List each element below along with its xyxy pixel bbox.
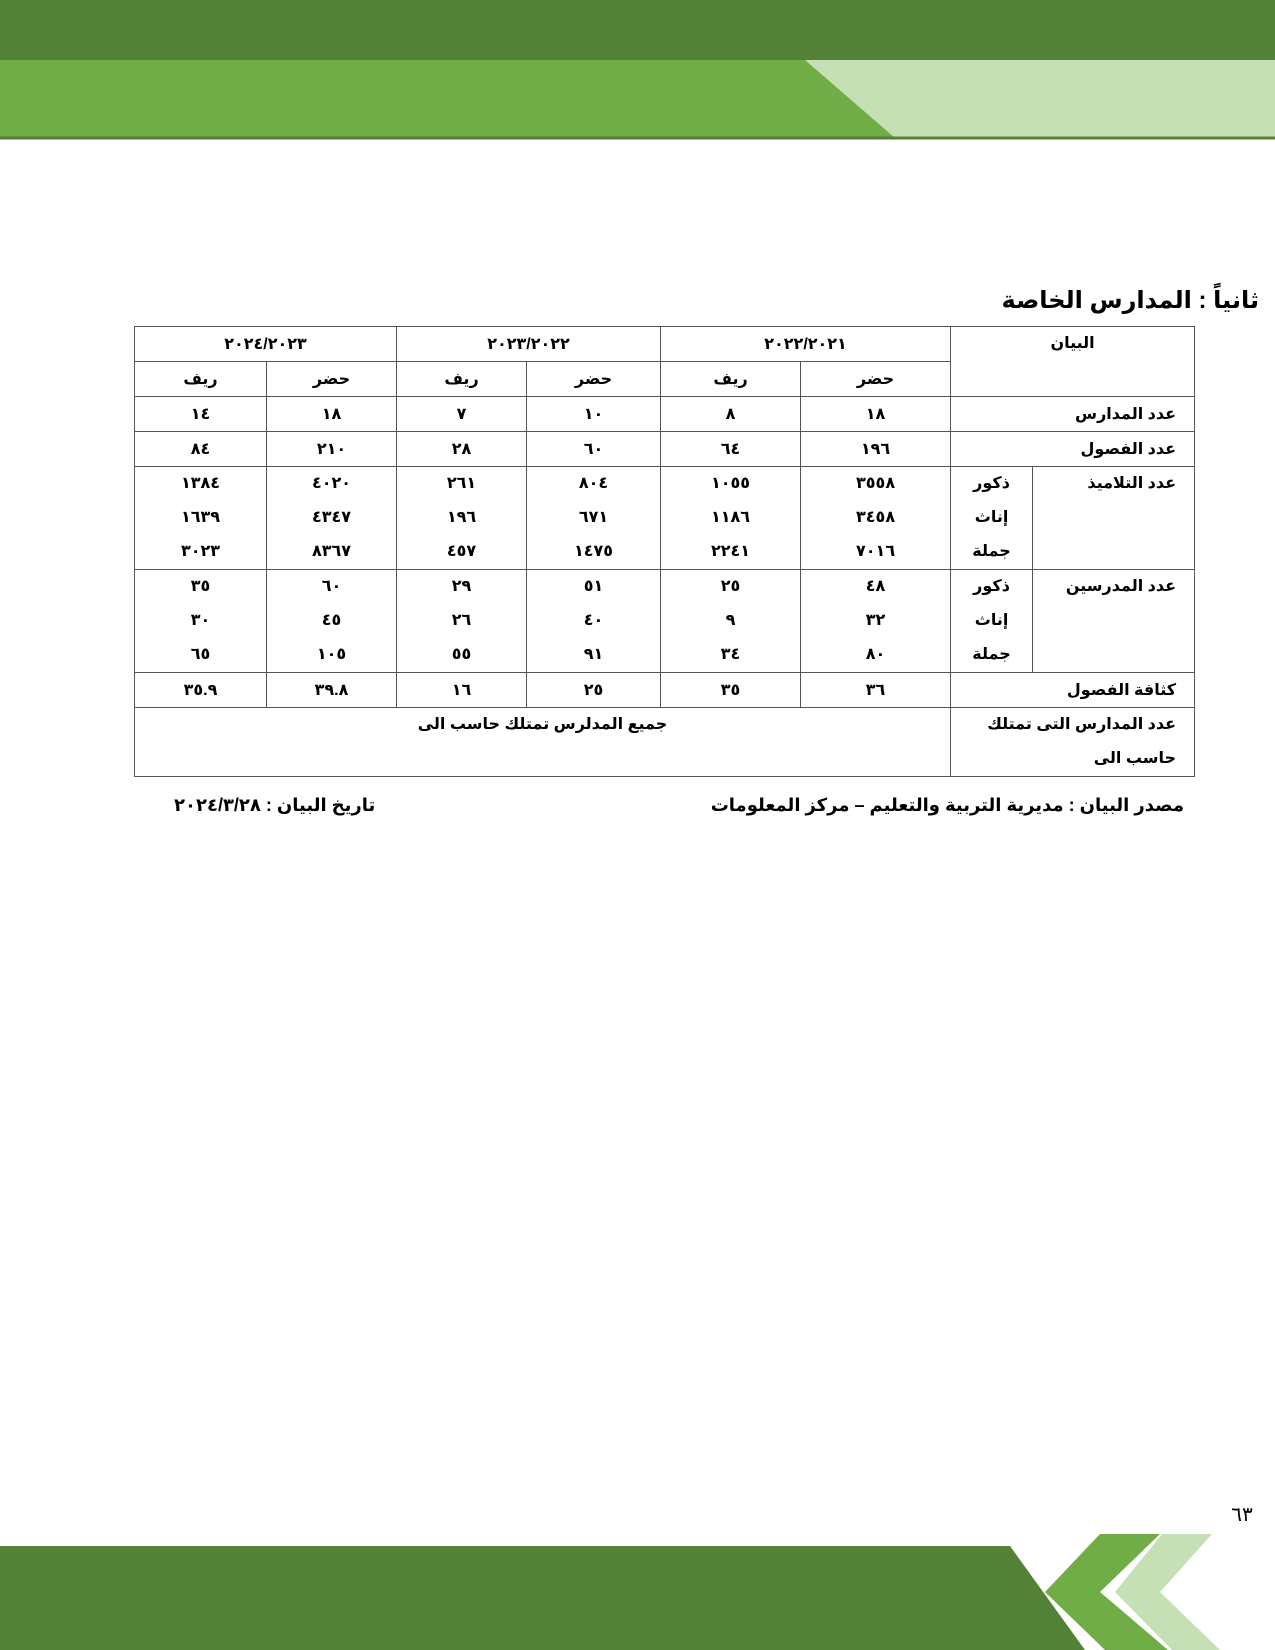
value-line: ٧٠١٦ — [856, 543, 896, 560]
gender-label-male: ذكور — [973, 578, 1010, 595]
value-line: ٦٠ — [321, 578, 342, 595]
table-row — [135, 570, 1195, 673]
value-line: ٢٦ — [451, 612, 472, 629]
value-line: ٣٤ — [720, 646, 741, 663]
row-label-schools: عدد المدارس — [951, 397, 1195, 432]
table-cell: ٧ — [397, 397, 527, 432]
value-line: ٩١ — [583, 646, 604, 663]
table-cell — [661, 570, 801, 673]
table-row — [135, 708, 1195, 777]
sub-header-urban: حضر — [801, 362, 951, 397]
value-line: ٢٥ — [720, 578, 741, 595]
year-header-2022: ٢٠٢٣/٢٠٢٢ — [397, 327, 661, 362]
sub-header-urban: حضر — [527, 362, 661, 397]
table-cell — [135, 467, 267, 570]
table-cell: ١٨ — [801, 397, 951, 432]
source-note: مصدر البيان : مديرية التربية والتعليم – مركز المعلومات — [710, 795, 1184, 815]
year-header-2021: ٢٠٢٢/٢٠٢١ — [661, 327, 951, 362]
gender-labels — [951, 467, 1033, 570]
value-line: ١٤٧٥ — [574, 543, 614, 560]
value-line: ٢٢٤١ — [711, 543, 751, 560]
sub-header-rural: ريف — [135, 362, 267, 397]
value-line: ٤٥ — [321, 612, 342, 629]
table-cell: ١٠ — [527, 397, 661, 432]
gender-label-male: ذكور — [973, 475, 1010, 492]
value-line: ٥٥ — [451, 646, 472, 663]
value-line: ٦٥ — [190, 646, 211, 663]
value-line: ٤٨ — [865, 578, 886, 595]
table-cell — [267, 570, 397, 673]
value-line: ٨٣٦٧ — [311, 543, 352, 560]
table-cell: ٦٤ — [661, 432, 801, 467]
table-cell: ٨ — [661, 397, 801, 432]
table-cell: ٣٥.٩ — [135, 673, 267, 708]
table-cell — [397, 467, 527, 570]
value-line: ٣٥٥٨ — [856, 475, 896, 492]
table-cell: ٢١٠ — [267, 432, 397, 467]
value-line: ٣٥ — [190, 578, 211, 595]
table-cell: ٦٠ — [527, 432, 661, 467]
value-line: ٨٠ — [865, 646, 886, 663]
value-line: ٤٠٢٠ — [311, 475, 352, 492]
year-header-2023: ٢٠٢٤/٢٠٢٣ — [135, 327, 397, 362]
value-line: ٢٩ — [451, 578, 472, 595]
gender-labels — [951, 570, 1033, 673]
row-label-students: عدد التلاميذ — [1033, 467, 1195, 570]
value-line: ١٦٣٩ — [180, 509, 221, 526]
page-number: ٦٣ — [1231, 1504, 1253, 1526]
table-cell: ٢٨ — [397, 432, 527, 467]
table-row — [135, 397, 1195, 432]
value-line: ١٠٥٥ — [711, 475, 751, 492]
value-line: ٣٠٢٣ — [180, 543, 221, 560]
date-note: تاريخ البيان : ٢٠٢٤/٣/٢٨ — [174, 795, 376, 815]
sub-header-urban: حضر — [267, 362, 397, 397]
value-line: ٣٠ — [190, 612, 211, 629]
table-cell: ٢٥ — [527, 673, 661, 708]
value-line: ٨٠٤ — [578, 475, 609, 492]
table-cell — [397, 570, 527, 673]
value-line: ٢٦١ — [446, 475, 477, 492]
top-banner — [0, 0, 1275, 140]
table-cell — [267, 467, 397, 570]
table-cell: ١٤ — [135, 397, 267, 432]
sub-header-rural: ريف — [661, 362, 801, 397]
table-cell: ١٦ — [397, 673, 527, 708]
row-label-teachers: عدد المدرسين — [1033, 570, 1195, 673]
bottom-banner — [0, 1530, 1275, 1650]
value-line: ٣٤٥٨ — [856, 509, 896, 526]
row-label-computers: عدد المدارس التى تمتلك حاسب الى — [951, 708, 1195, 777]
row-label-classes: عدد الفصول — [951, 432, 1195, 467]
value-line: ٦٧١ — [578, 509, 609, 526]
table-cell — [801, 467, 951, 570]
table-cell — [527, 570, 661, 673]
value-line: ٤٥٧ — [446, 543, 477, 560]
value-line: ٣٢ — [865, 612, 886, 629]
value-line: ٩ — [725, 612, 736, 629]
table-row — [135, 432, 1195, 467]
table-cell — [801, 570, 951, 673]
computers-value: جميع المدلرس تمتلك حاسب الى — [135, 708, 951, 777]
private-schools-table — [134, 326, 1195, 777]
table-row — [135, 467, 1195, 570]
gender-label-total: جملة — [972, 646, 1011, 663]
gender-label-total: جملة — [972, 543, 1011, 560]
table-cell: ١٨ — [267, 397, 397, 432]
table-cell — [135, 570, 267, 673]
table-cell: ٨٤ — [135, 432, 267, 467]
value-line: ٤٠ — [583, 612, 604, 629]
table-cell: ٣٥ — [661, 673, 801, 708]
value-line: ٤٣٤٧ — [311, 509, 352, 526]
sub-header-rural: ريف — [397, 362, 527, 397]
value-line: ١٣٨٤ — [180, 475, 221, 492]
gender-label-female: إناث — [974, 509, 1009, 526]
row-label-density: كثافة الفصول — [951, 673, 1195, 708]
section-title: ثانياً : المدارس الخاصة — [1001, 287, 1259, 314]
value-line: ١١٨٦ — [711, 509, 751, 526]
table-cell — [527, 467, 661, 570]
table-cell: ٣٩.٨ — [267, 673, 397, 708]
value-line: ١٩٦ — [446, 509, 477, 526]
table-cell: ٣٦ — [801, 673, 951, 708]
value-line: ١٠٥ — [316, 646, 347, 663]
value-line: ٥١ — [583, 578, 604, 595]
table-row — [135, 673, 1195, 708]
gender-label-female: إناث — [974, 612, 1009, 629]
table-cell: ١٩٦ — [801, 432, 951, 467]
table-cell — [661, 467, 801, 570]
label-header: البيان — [951, 327, 1195, 397]
